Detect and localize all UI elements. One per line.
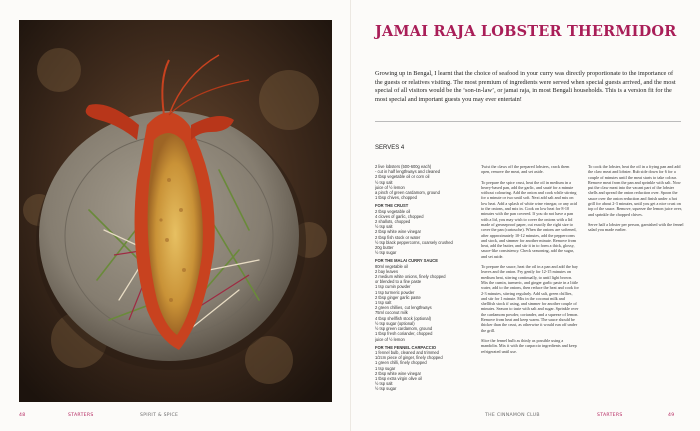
ingredients-column (375, 164, 477, 392)
ingredient: 4 cloves of garlic, chopped (375, 213, 424, 219)
ingredient: 2 medium white onions, finely chopped (375, 274, 446, 280)
ingredient: ½ tsp sugar (375, 386, 397, 392)
method-paragraph: To cook the lobster, heat the oil in a frying pan and add the claw meat and lobster. Rub side down for 6 for a couple of minutes until the meat starts to take colour. Remove meat from the pan and sprinkle with salt. Now put the claw meat into the vacant part of the lobster shells and spread the onion reduction over. Spoon the sauce over the onion reduction and finish under a hot grill for about 2-3 minutes, until you get a nice crust on top of the sauce. Remove, squeeze the lemon juice over, and sprinkle the chopped chives. (588, 164, 683, 217)
ingredient: ½ tsp black peppercorns, coarsely crushed (375, 239, 453, 245)
ingredient: or blended to a fine paste (375, 279, 422, 285)
ingredient: 1 tsp salt (375, 300, 392, 306)
ingredient: 1 tsp cumin powder (375, 284, 411, 290)
right-page-number: 49 (668, 413, 675, 418)
recipe-intro: Growing up in Bengal, I learnt that the choice of seafood in your curry was directly proportionate to the importance of the guests or relatives visiting. The most premium of ingredients were served when special guests arrived, and the most special of all visitors would be the ‘son-in-law’, or jamai raja, in most Bengali households. This is a version fit for the most special and important guests you may ever entertain! (375, 70, 676, 104)
ingredient: 2 tbsp white wine vinegar (375, 229, 421, 235)
ingredient: 1 green chilli, finely chopped (375, 360, 427, 366)
method-column-2 (588, 164, 684, 238)
ingredient: 1 tsp sugar (375, 365, 396, 371)
serves-label: SERVES 4 (375, 145, 405, 151)
ingredients-main-list (375, 164, 477, 200)
fennel-list (375, 350, 477, 392)
right-book-title: THE CINNAMON CLUB (485, 413, 540, 418)
ingredient: 1/2cm piece of ginger, finely chopped (375, 355, 443, 361)
ingredient: 2 tbsp vegetable oil (375, 208, 411, 214)
crust-list (375, 209, 477, 256)
ingredient: juice of ½ lemon (375, 184, 405, 190)
ingredient: 1 fennel bulb, cleaned and trimmed (375, 349, 439, 355)
ingredient: ½ tsp salt (375, 381, 393, 387)
method-paragraph: To prepare the sauce, heat the oil in a pan and add the bay leaves and the onion. Fry gently for 12-15 minutes on medium heat, stirring continually, to until light brown. Mix the cumin, turmeric, and ginger garlic paste in a little water, add to the onions, then reduce the heat and cook for 2-3 minutes, stirring regularly. Add salt, green chillies, and stir for 1 minute. Mix in the coconut milk and shellfish stock if using, and simmer for another couple of minutes. Season to taste with salt and sugar. Sprinkle over the cardamom powder, coriander, and a squeeze of lemon. Remove from heat and keep warm. The sauce should be thicker than the crust, as otherwise it would run off under the grill. (481, 264, 579, 333)
ingredient: 1 tsp turmeric powder (375, 289, 415, 295)
ingredient: 4 tbsp shellfish stock (optional) (375, 315, 431, 321)
ingredient: ½ tsp salt (375, 179, 393, 185)
left-page-number: 48 (19, 413, 26, 418)
ingredient: a pinch of green cardamom, ground (375, 190, 440, 196)
ingredient: 2 shallots, chopped (375, 219, 411, 225)
ingredient: 80ml vegetable oil (375, 263, 408, 269)
sauce-header: FOR THE MALAI CURRY SAUCE (375, 258, 438, 264)
method-paragraph: Serve half a lobster per person, garnished with the fennel salad you made earlier. (588, 221, 684, 233)
ingredient: 2 green chillies, cut lengthways (375, 305, 432, 311)
left-section-label: STARTERS (68, 413, 94, 418)
ingredient: 2 bay leaves (375, 268, 398, 274)
method-paragraph: Twist the claws off the prepared lobsters, crack them open, remove the meat, and set aside. (481, 164, 570, 175)
method-paragraph: Slice the fennel bulb as thinly as possible using a mandolin. Mix it with the carpaccio ingredients and keep refrigerated until use. (481, 337, 577, 354)
ingredient: juice of ½ lemon (375, 336, 405, 342)
fennel-header: FOR THE FENNEL CARPACCIO (375, 344, 437, 350)
ingredient: 20g butter (375, 245, 394, 251)
right-section-label: STARTERS (597, 413, 623, 418)
method-paragraph: To prepare the spice crust, heat the oil in medium in a heavy-based pan, add the garlic, and sauté for a minute without colouring. Add the onion and cook while stirring for a minute or two until soft. Next add salt and mix on low heat. Add a splash of white wine vinegar, or any acid to the onions, and mix in. Cook on low heat for 8-10 minutes with the pan covered. If you do not have a pan with a lid, you may wish to cover the onions with a lid made of greaseproof paper, cut exactly the right size to cover the pan (cartouche). When the onions are softened, after approximately 10-12 minutes, add the peppercorns and stock, and simmer for another minute. Remove from heat, add the butter, and stir it in to form a thick, glossy, sauce-like consistency. Check seasoning, add the sugar, and set aside. (481, 179, 578, 259)
ingredient: 2 tbsp white wine vinegar (375, 370, 421, 376)
divider (375, 121, 681, 122)
recipe-title: JAMAI RAJA LOBSTER THERMIDOR (375, 23, 677, 40)
ingredient: 1 tbsp chives, chopped (375, 195, 417, 201)
left-book-title: SPIRIT & SPICE (140, 413, 179, 418)
sauce-list (375, 264, 477, 342)
lobster-photo (19, 20, 332, 402)
ingredient: 2 tbsp ginger garlic paste (375, 294, 421, 300)
ingredient: - cut in half lengthways and cleaned (375, 169, 441, 175)
ingredient: 1 tbsp extra virgin olive oil (375, 375, 423, 381)
ingredient: ½ tsp sugar (375, 250, 397, 256)
ingredient: 2 tbsp vegetable oil or corn oil (375, 174, 430, 180)
ingredient: ½ tsp sugar (optional) (375, 320, 415, 326)
ingredient: 1 tbsp fresh coriander, chopped (375, 331, 433, 337)
method-column-1 (481, 164, 579, 359)
crust-header: FOR THE CRUST (375, 203, 409, 209)
ingredient: 2 tbsp fish stock or water (375, 234, 421, 240)
ingredient: 75ml coconut milk (375, 310, 408, 316)
ingredient: 2 live lobsters (500-600g each) (375, 164, 432, 169)
ingredient: ½ tsp green cardamom, ground (375, 326, 433, 332)
ingredient: ½ tsp salt (375, 224, 393, 230)
